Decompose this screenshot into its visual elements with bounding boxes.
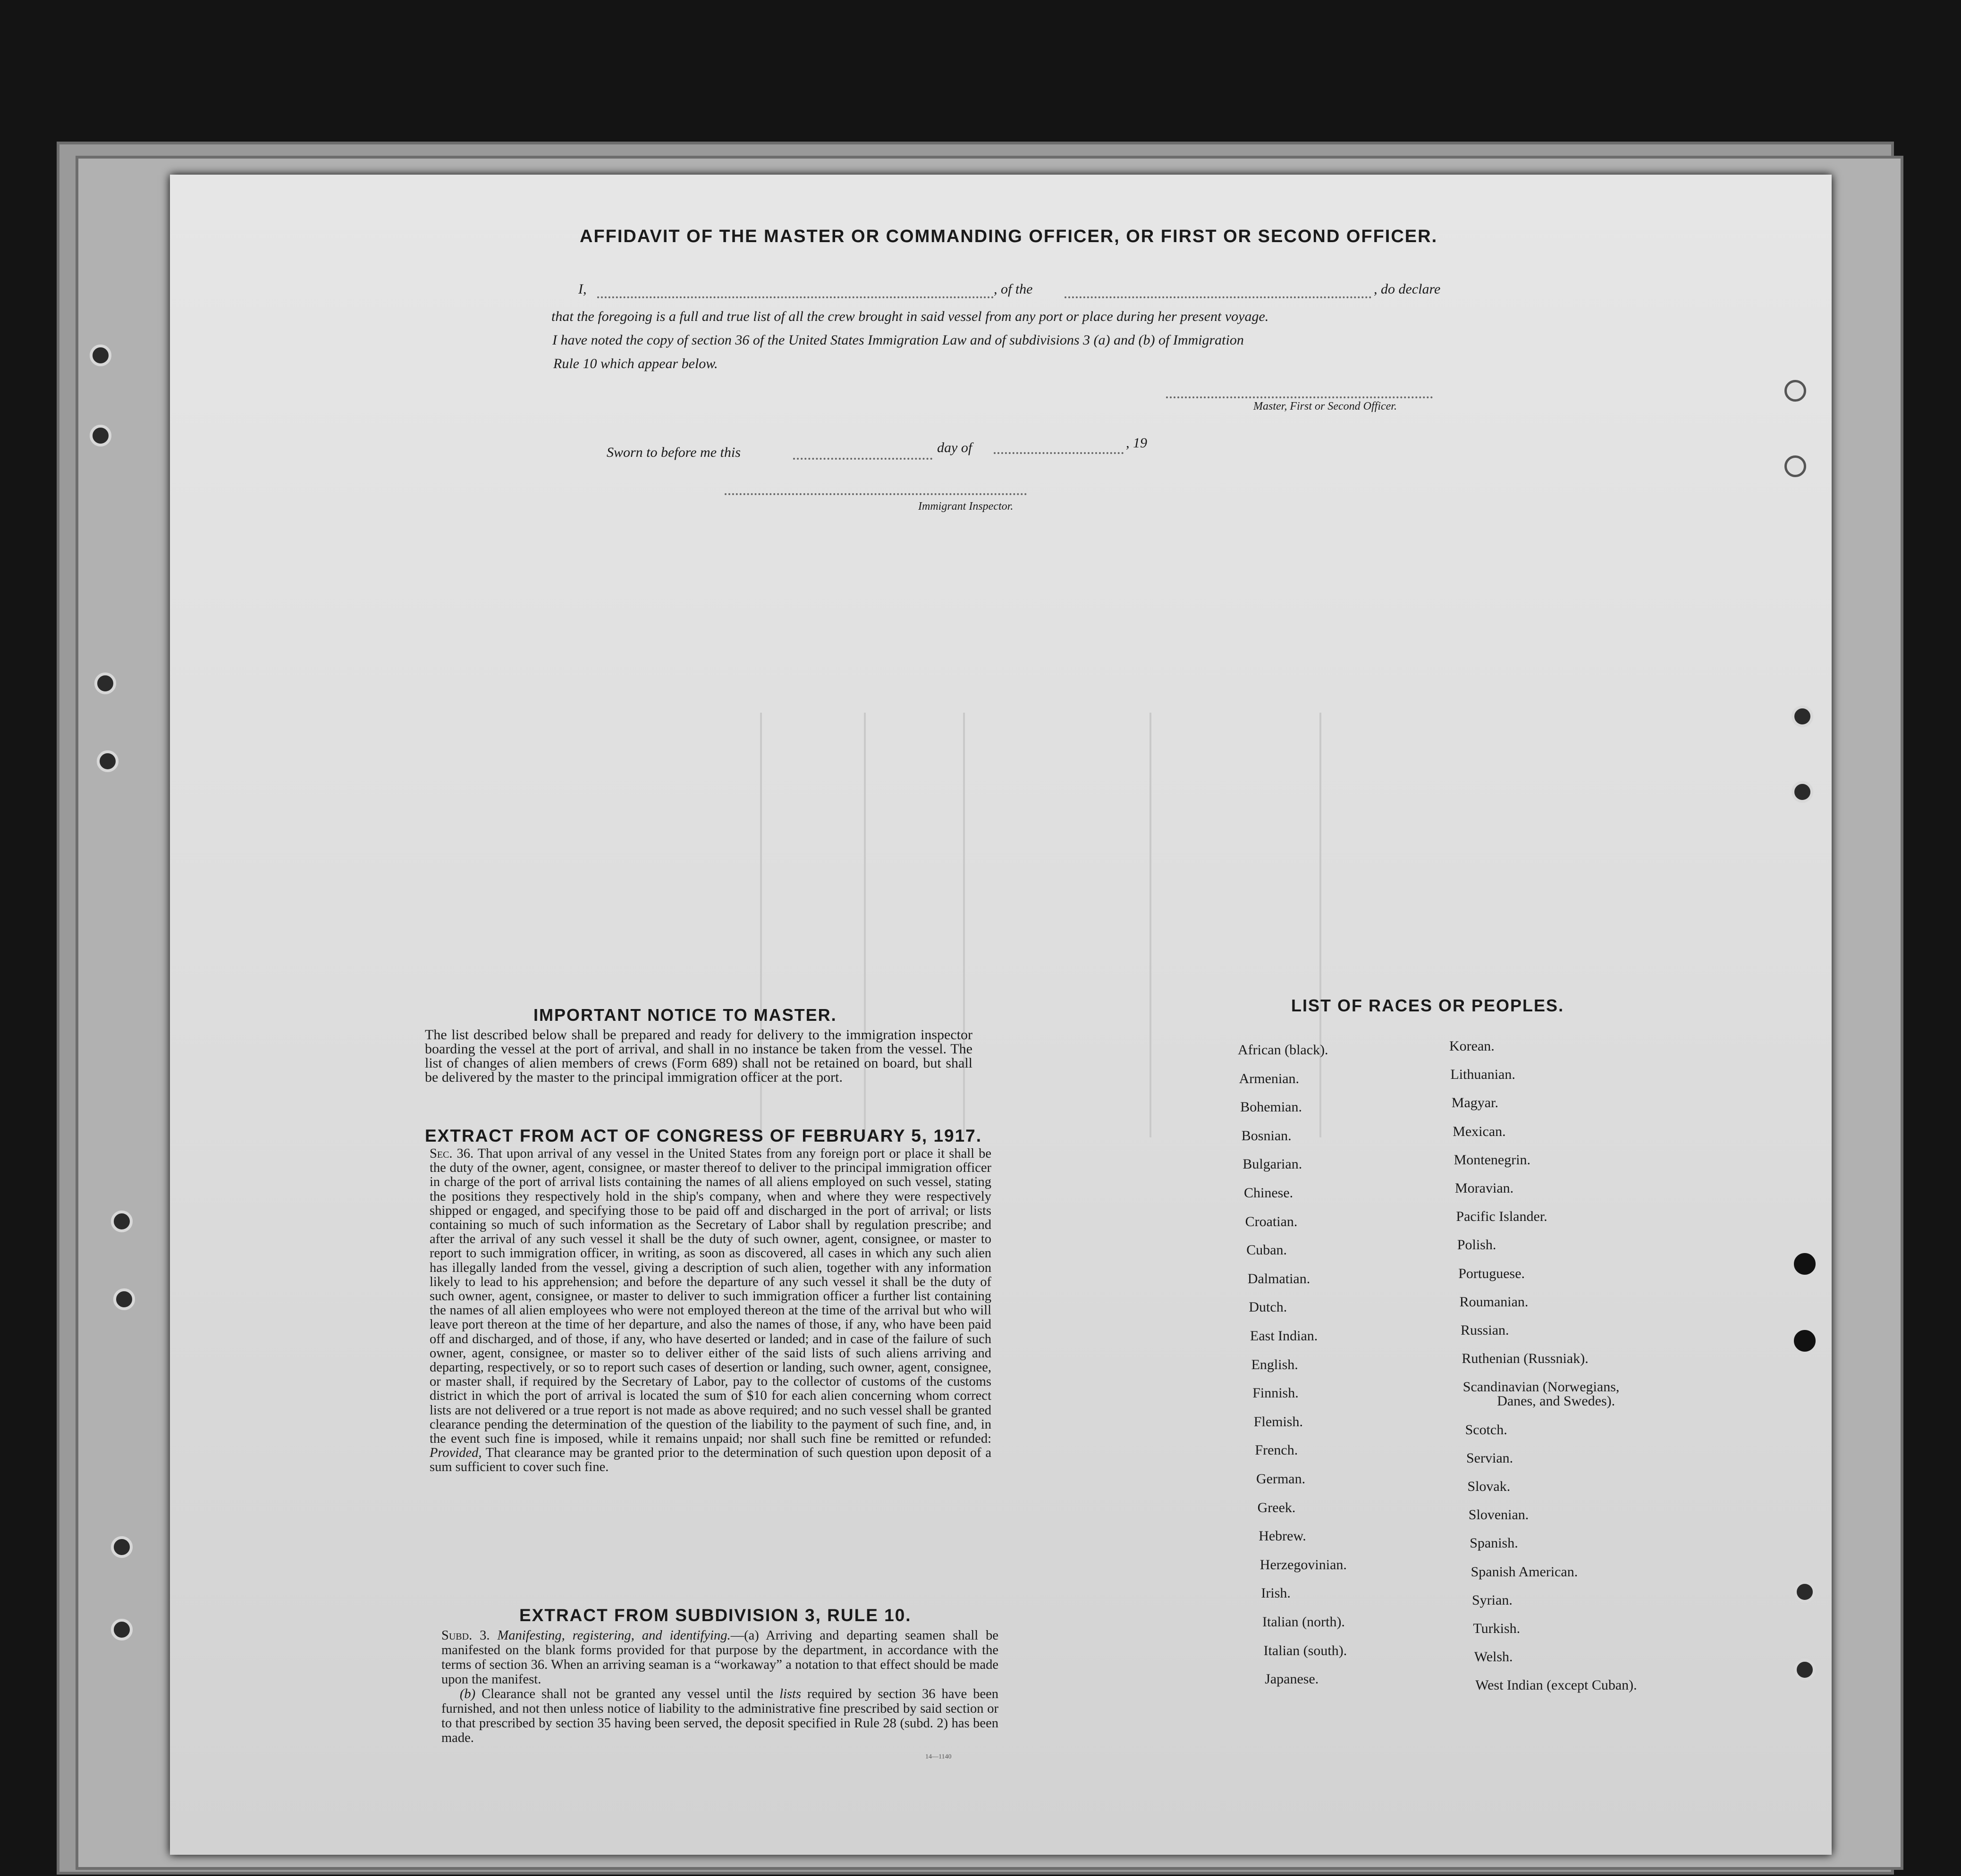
affidavit-title: AFFIDAVIT OF THE MASTER OR COMMANDING OFFICER, OR FIRST OR SECOND OFFICER. xyxy=(580,227,1438,246)
race-item: Italian (north). xyxy=(1262,1614,1345,1630)
subd-heading: Manifesting, registering, and identifying. xyxy=(497,1628,731,1643)
binder-hole xyxy=(111,1211,133,1232)
race-item: Korean. xyxy=(1449,1038,1495,1054)
binder-hole xyxy=(1794,1659,1816,1681)
race-item: Danes, and Swedes). xyxy=(1497,1393,1615,1409)
sworn-month-line[interactable] xyxy=(994,452,1124,454)
race-item: West Indian (except Cuban). xyxy=(1475,1677,1637,1693)
race-item: French. xyxy=(1255,1442,1298,1458)
race-item: Welsh. xyxy=(1474,1649,1513,1665)
race-item: Greek. xyxy=(1257,1499,1296,1515)
binder-hole xyxy=(111,1619,133,1640)
subd-label: Subd. 3. xyxy=(441,1628,490,1643)
binder-hole xyxy=(1794,1253,1816,1275)
race-item: Hebrew. xyxy=(1259,1528,1306,1544)
binder-hole xyxy=(90,345,111,366)
affidavit-statement: that the foregoing is a full and true list of all the crew brought in said vessel from any port or place during her present voyage. xyxy=(551,309,1269,324)
subd-para-b-2: required by section 36 have been furnished, and not then unless notice of liability to the administrative fine prescribed by said section or to that prescribed by section 35 having been served, the deposit specified in Rule 28 (subd. 2) has been made. xyxy=(441,1687,999,1745)
race-item: Dutch. xyxy=(1249,1299,1287,1315)
binder-hole xyxy=(94,673,116,694)
race-item: Croatian. xyxy=(1245,1213,1298,1229)
notice-title: IMPORTANT NOTICE TO MASTER. xyxy=(533,1005,837,1025)
binder-hole xyxy=(90,425,111,446)
race-item: Lithuanian. xyxy=(1450,1067,1515,1083)
subd-para-b-1: Clearance shall not be granted any vessel until the xyxy=(482,1687,774,1701)
binder-hole xyxy=(1792,781,1813,803)
race-item: Russian. xyxy=(1461,1322,1509,1338)
race-item: Bulgarian. xyxy=(1243,1156,1302,1172)
race-item: Dalmatian. xyxy=(1247,1270,1310,1287)
inspector-signature-label: Immigrant Inspector. xyxy=(918,500,1014,513)
race-item: English. xyxy=(1251,1356,1298,1372)
race-item: Roumanian. xyxy=(1459,1294,1529,1310)
binder-hole xyxy=(111,1536,133,1558)
race-item: Moravian. xyxy=(1455,1180,1514,1196)
race-item: Chinese. xyxy=(1244,1185,1293,1201)
race-item: Montenegrin. xyxy=(1454,1152,1531,1168)
master-signature-label: Master, First or Second Officer. xyxy=(1253,400,1397,412)
race-item: Japanese. xyxy=(1265,1671,1319,1687)
race-item: Slovenian. xyxy=(1468,1507,1529,1523)
race-item: Bohemian. xyxy=(1240,1099,1302,1115)
form-number: 14—1140 xyxy=(925,1753,952,1760)
race-item: Portuguese. xyxy=(1458,1265,1525,1281)
affidavit-statement: Rule 10 which appear below. xyxy=(553,356,718,371)
binder-hole xyxy=(1794,1581,1816,1603)
race-item: Spanish American. xyxy=(1471,1564,1578,1580)
manifest-page xyxy=(170,175,1832,1855)
race-item: Mexican. xyxy=(1453,1123,1506,1139)
binder-hole xyxy=(1784,380,1806,402)
race-item: East Indian. xyxy=(1250,1328,1318,1344)
sworn-day-line[interactable] xyxy=(793,458,932,460)
race-item: African (black). xyxy=(1238,1042,1328,1058)
act-extract-title: EXTRACT FROM ACT OF CONGRESS OF FEBRUARY 5, 1917. xyxy=(425,1126,982,1145)
race-item: Irish. xyxy=(1261,1585,1291,1601)
race-item: Armenian. xyxy=(1239,1070,1300,1086)
subdivision-3-text xyxy=(441,1628,998,1745)
race-item: Slovak. xyxy=(1467,1479,1511,1494)
binder-hole xyxy=(1792,706,1813,727)
year-label: , 19 xyxy=(1126,435,1147,451)
master-signature-line[interactable] xyxy=(1166,396,1433,398)
race-item: Finnish. xyxy=(1252,1385,1299,1401)
races-title: LIST OF RACES OR PEOPLES. xyxy=(1291,996,1564,1015)
subd-para-b-label: (b) xyxy=(459,1687,476,1701)
provided-label: Provided, xyxy=(430,1446,482,1461)
binder-hole xyxy=(1794,1330,1816,1352)
section-36-text xyxy=(430,1147,991,1475)
race-item: Scotch. xyxy=(1465,1422,1507,1438)
officer-name-line[interactable] xyxy=(597,296,994,298)
race-item: Scandinavian (Norwegians, xyxy=(1462,1379,1620,1395)
race-item: Ruthenian (Russniak). xyxy=(1462,1351,1589,1367)
race-item: Herzegovinian. xyxy=(1259,1556,1347,1573)
subd-para-b-lists: lists xyxy=(779,1687,802,1701)
section-36-body: That upon arrival of any vessel in the United States from any foreign port or place it shall be the duty of the owner, agent, consignee, or master thereof to deliver to the principal immigration officer in charge of the port of arrival lists containing the names of all aliens employed on such vessel, stating the positions they respectively hold in the ship's company, when and where they were respectively shipped or engaged, and specifying those to be paid off and discharged in the port of arrival; or lists containing so much of such information as the Secretary of Labor shall by regulation prescribe; and after the arrival of any such vessel it shall be the duty of such owner, agent, consignee, or master to report to such immigration officer, in writing, as soon as discovered, all cases in which any such alien has illegally landed from the vessel, giving a description of such alien, together with any information likely to lead to his apprehension; and before the departure of any such vessel it shall be the duty of such owner, agent, consignee, or master to deliver to such immigration officer a further list containing the names of all alien employees who were not employed thereon at the time of the arrival but who will leave port thereon at the time of her departure, and also the names of those, if any, who have been paid off and discharged, and of those, if any, who have deserted or landed; and in case of the failure of such owner, agent, consignee, or master so to deliver either of the said lists of such aliens arriving and departing, respectively, or so to report such cases of desertion or landing, such owner, agent, consignee, or master shall, if required by the Secretary of Labor, pay to the collector of customs of the customs district in which the port of arrival is located the sum of $10 for each alien concerning whom correct lists are not delivered or a true report is not made as above required; and no such vessel shall be granted clearance pending the determination of the question of the liability to the payment of such fine, and, in the event such fine is imposed, while it remains unpaid; nor shall such fine be remitted or refunded: xyxy=(430,1146,991,1447)
race-item: Flemish. xyxy=(1253,1413,1303,1430)
inspector-signature-line[interactable] xyxy=(725,493,1027,495)
binder-hole xyxy=(113,1288,135,1310)
race-item: Servian. xyxy=(1466,1450,1513,1466)
affidavit-declare-label: , do declare xyxy=(1374,281,1441,297)
race-item: Pacific Islander. xyxy=(1456,1209,1547,1225)
race-item: Turkish. xyxy=(1473,1621,1521,1636)
affidavit-i-label: I, xyxy=(578,281,587,297)
binder-hole xyxy=(1784,455,1806,477)
affidavit-of-label: , of the xyxy=(994,281,1033,297)
binder-hole xyxy=(97,750,118,772)
section-label: Sec. 36. xyxy=(430,1146,474,1161)
subd-para-a: —(a) Arriving and departing seamen shall be manifested on the blank forms provided for that purpose by the department, in accordance with the terms of section 36. When an arriving seaman is a “workaway” a notation to that effect should be made upon the manifest. xyxy=(441,1628,999,1687)
race-item: Magyar. xyxy=(1451,1095,1498,1111)
vessel-name-line[interactable] xyxy=(1065,296,1371,298)
race-item: Bosnian. xyxy=(1241,1127,1292,1144)
sworn-label: Sworn to before me this xyxy=(607,445,741,460)
rule-extract-title: EXTRACT FROM SUBDIVISION 3, RULE 10. xyxy=(519,1606,912,1625)
race-item: Italian (south). xyxy=(1263,1642,1347,1658)
race-item: Cuban. xyxy=(1246,1242,1287,1258)
race-item: German. xyxy=(1256,1471,1306,1487)
day-of-label: day of xyxy=(937,440,972,455)
race-item: Syrian. xyxy=(1472,1592,1513,1608)
notice-body: The list described below shall be prepared and ready for delivery to the immigration inspector boarding the vessel at the port of arrival, and shall in no instance be taken from the vessel. The list of changes of alien members of crews (Form 689) shall not be retained on board, but shall be delivered by the master to the principal immigration officer at the port. xyxy=(425,1027,972,1085)
affidavit-statement: I have noted the copy of section 36 of the United States Immigration Law and of subdivisions 3 (a) and (b) of Immigration xyxy=(552,332,1244,348)
race-item: Polish. xyxy=(1457,1237,1496,1253)
section-36-end: That clearance may be granted prior to the determination of such question upon deposit of a sum sufficient to cover such fine. xyxy=(430,1446,991,1475)
race-item: Spanish. xyxy=(1470,1535,1518,1551)
